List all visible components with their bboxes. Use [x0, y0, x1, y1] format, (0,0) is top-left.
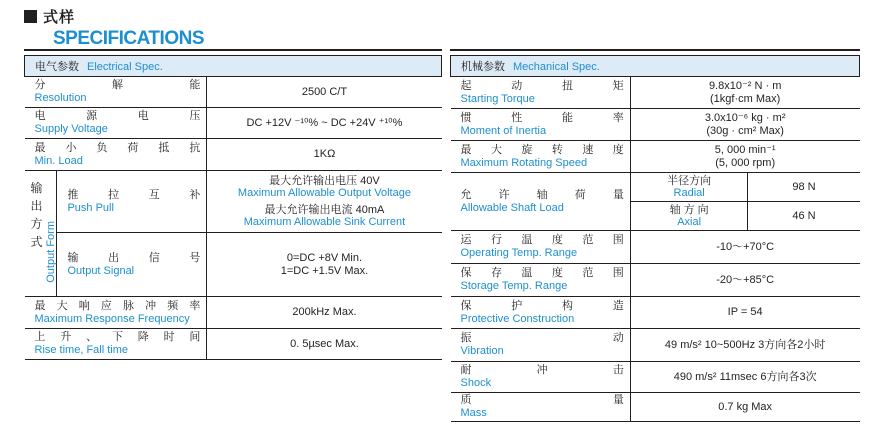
label-zh-char: 惯 — [460, 111, 472, 124]
row-torque — [451, 77, 860, 109]
label-zh-char: 量 — [612, 394, 624, 406]
label-zh-char: 能 — [189, 79, 201, 91]
row-rise — [25, 329, 442, 360]
label-zh — [461, 300, 624, 313]
row-op-temp — [451, 231, 860, 264]
label-zh-char: 冲 — [145, 299, 157, 312]
label-zh-char: 大 — [56, 299, 68, 312]
radial-label: 半径方向 Radial — [630, 173, 748, 202]
shaft-label: Allowable Shaft Load — [460, 201, 564, 214]
label-zh — [35, 110, 201, 123]
label-zh-char: 号 — [189, 251, 201, 264]
label-zh — [461, 189, 624, 202]
push-pull-label: Push Pull — [67, 201, 114, 214]
protect-value: IP = 54 — [630, 297, 859, 329]
resolution-label: Resolution — [34, 92, 87, 104]
label-zh — [67, 189, 200, 202]
op-temp-label: Operating Temp. Range — [460, 247, 578, 259]
label-zh-char: 度 — [551, 234, 563, 246]
label-zh-char: 许 — [498, 188, 510, 201]
label-zh — [67, 252, 200, 265]
axial-value: 46 N — [748, 202, 860, 231]
load-label: Min. Load — [34, 154, 83, 167]
label-zh-char: 升 — [60, 331, 72, 343]
label-zh-char: 负 — [96, 141, 108, 154]
label-zh-char: 拉 — [108, 188, 120, 201]
row-max-freq — [25, 297, 442, 329]
row-output-signal — [25, 233, 442, 297]
header — [24, 6, 204, 49]
label-zh-char: 允 — [460, 188, 472, 201]
label-zh-char: 脉 — [123, 299, 134, 312]
label-zh-char: 存 — [490, 267, 502, 279]
torque-label: Starting Torque — [460, 92, 535, 105]
output-form-en: Output Form — [44, 221, 57, 283]
label-zh-char: 保 — [460, 267, 472, 279]
label-zh-char: 量 — [612, 188, 624, 201]
label-zh-char: 频 — [167, 299, 179, 312]
label-zh-char: 源 — [86, 110, 98, 122]
label-zh-char: 应 — [100, 299, 112, 312]
row-load — [25, 139, 442, 171]
row-shaft-radial — [451, 173, 860, 202]
label-zh-char: 扭 — [562, 79, 574, 92]
vibration-value: 49 m/s² 10~500Hz 3方向各2小时 — [630, 329, 859, 362]
label-zh-char: 最 — [34, 141, 46, 154]
label-zh-char: 速 — [582, 143, 594, 156]
label-zh-char: 振 — [460, 332, 472, 344]
rule-left — [24, 49, 442, 51]
label-zh-char: 动 — [511, 79, 523, 92]
speed-value: 5, 000 min⁻¹ (5, 000 rpm) — [630, 141, 859, 173]
label-zh-char: 运 — [460, 234, 472, 246]
speed-label: Maximum Rotating Speed — [460, 156, 588, 169]
label-zh-char: 围 — [612, 234, 624, 246]
push-pull-value: 最大允许输出电压 40V Maximum Allowable Output Voltage 最大允许输出电流 40mA Maximum Allowable Sink Current — [207, 171, 442, 233]
label-zh-char: 转 — [551, 143, 563, 156]
label-zh — [461, 80, 624, 93]
rise-label: Rise time, Fall time — [34, 344, 129, 356]
label-zh-char: 电 — [137, 110, 149, 122]
label-zh — [461, 144, 624, 157]
label-zh-char: 率 — [189, 299, 201, 312]
label-zh — [35, 142, 201, 155]
rule-right — [450, 49, 860, 51]
label-zh-char: 小 — [65, 141, 77, 154]
st-temp-label: Storage Temp. Range — [460, 280, 568, 292]
axial-label: 轴 方 向 Axial — [630, 202, 748, 231]
label-zh-char: 度 — [551, 267, 563, 279]
page-title-en: SPECIFICATIONS — [53, 28, 204, 49]
label-zh-char: 荷 — [574, 188, 586, 201]
label-zh-char: 互 — [148, 188, 160, 201]
label-zh-char: 下 — [111, 331, 123, 343]
label-zh-char: 降 — [137, 331, 149, 343]
page-title-zh: 式样 — [43, 8, 76, 26]
label-zh-char: 温 — [521, 267, 533, 279]
row-speed — [451, 141, 860, 173]
max-freq-value: 200kHz Max. — [207, 297, 442, 329]
label-zh-char: 信 — [148, 251, 160, 264]
label-zh — [35, 79, 201, 92]
label-zh-char: 造 — [612, 299, 624, 312]
label-zh — [461, 364, 624, 377]
label-zh-char: 保 — [460, 299, 472, 312]
row-mass — [451, 393, 860, 422]
shock-label: Shock — [460, 377, 492, 389]
label-zh-char: 护 — [511, 299, 523, 312]
label-zh-char: 最 — [34, 299, 46, 312]
label-zh-char: 能 — [562, 111, 574, 124]
label-zh-char: 解 — [111, 79, 123, 91]
label-zh-char: 荷 — [127, 141, 139, 154]
rise-value: 0. 5µsec Max. — [207, 329, 442, 360]
label-zh-char: 度 — [612, 143, 624, 156]
load-value: 1KΩ — [207, 139, 442, 171]
label-zh-char: 时 — [163, 331, 175, 343]
label-zh-char: 围 — [612, 267, 624, 279]
protect-label: Protective Construction — [460, 312, 575, 325]
inertia-value: 3.0x10⁻⁶ kg · m² (30g · cm² Max) — [630, 109, 859, 141]
label-zh-char: 上 — [34, 331, 46, 343]
row-inertia — [451, 109, 860, 141]
label-zh-char: 最 — [460, 143, 472, 156]
label-zh — [35, 300, 201, 313]
label-zh-char: 出 — [108, 251, 120, 264]
row-st-temp — [451, 264, 860, 297]
electrical-header: 电气参数 Electrical Spec. — [25, 56, 442, 77]
label-zh-char: 电 — [34, 110, 46, 122]
title-square-icon — [24, 10, 37, 23]
output-signal-value: 0=DC +8V Min. 1=DC +1.5V Max. — [207, 233, 442, 297]
row-protect — [451, 297, 860, 329]
label-zh-char: 间 — [189, 331, 201, 343]
mass-value: 0.7 kg Max — [630, 393, 859, 422]
output-form-zh: 输出方式 — [30, 181, 43, 249]
label-zh — [461, 394, 624, 407]
label-zh-char: 构 — [562, 299, 574, 312]
row-push-pull — [25, 171, 442, 233]
label-zh-char: 温 — [521, 234, 533, 246]
label-zh-char: 输 — [67, 251, 79, 264]
label-zh — [461, 332, 624, 345]
label-zh-char: 行 — [490, 234, 502, 246]
label-zh-char: 范 — [582, 234, 594, 246]
output-signal-label: Output Signal — [67, 264, 135, 277]
electrical-table — [24, 55, 442, 360]
max-freq-label: Maximum Response Frequency — [34, 312, 190, 325]
label-zh-char: 冲 — [536, 364, 548, 376]
mechanical-table — [450, 55, 860, 422]
row-supply — [25, 108, 442, 139]
label-zh — [35, 331, 201, 344]
label-zh-char: 大 — [490, 143, 502, 156]
label-zh-char: 推 — [67, 188, 79, 201]
label-zh-char: 抵 — [158, 141, 170, 154]
supply-label: Supply Voltage — [34, 123, 108, 135]
vibration-label: Vibration — [460, 345, 504, 357]
row-shock — [451, 362, 860, 393]
resolution-value: 2500 C/T — [207, 77, 442, 108]
label-zh-char: 补 — [189, 188, 201, 201]
label-zh-char: 矩 — [612, 79, 624, 92]
label-zh — [461, 267, 624, 280]
label-zh-char: 轴 — [536, 188, 548, 201]
output-form-cell — [25, 171, 57, 297]
row-resolution — [25, 77, 442, 108]
label-zh-char: 耐 — [460, 364, 472, 376]
label-zh — [461, 112, 624, 125]
row-vibration — [451, 329, 860, 362]
label-zh-char: 响 — [78, 299, 90, 312]
supply-value: DC +12V ⁻¹⁰% ~ DC +24V ⁺¹⁰% — [207, 108, 442, 139]
label-zh-char: 分 — [34, 79, 46, 91]
label-zh-char: 范 — [582, 267, 594, 279]
label-zh-char: 质 — [460, 394, 472, 406]
st-temp-value: -20～+85°C — [630, 264, 859, 297]
radial-value: 98 N — [748, 173, 860, 202]
label-zh-char: 旋 — [521, 143, 533, 156]
mechanical-header: 机械参数 Mechanical Spec. — [451, 56, 860, 77]
label-zh-char: 、 — [86, 331, 98, 343]
label-zh-char: 击 — [612, 364, 624, 376]
label-zh-char: 抗 — [189, 141, 201, 154]
label-zh-char: 率 — [612, 111, 624, 124]
label-zh-char: 动 — [612, 332, 624, 344]
label-zh — [461, 234, 624, 247]
op-temp-value: -10～+70°C — [630, 231, 859, 264]
shock-value: 490 m/s² 11msec 6方向各3次 — [630, 362, 859, 393]
mass-label: Mass — [460, 407, 487, 419]
torque-value: 9.8x10⁻² N · m (1kgf·cm Max) — [630, 77, 859, 109]
label-zh-char: 性 — [511, 111, 523, 124]
inertia-label: Moment of Inertia — [460, 124, 547, 137]
label-zh-char: 压 — [189, 110, 201, 122]
label-zh-char: 起 — [460, 79, 472, 92]
